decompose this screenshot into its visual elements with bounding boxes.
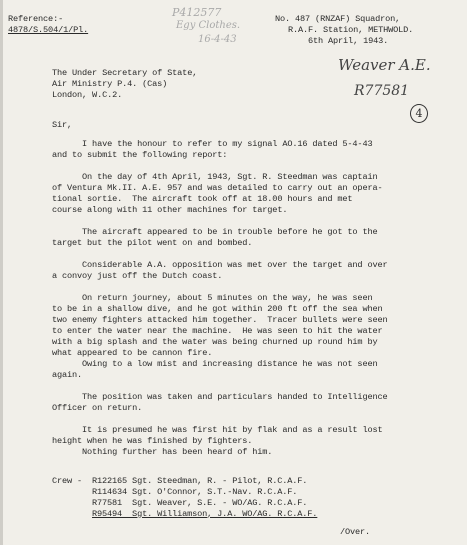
page-edge-shadow bbox=[0, 0, 3, 545]
body-line: with a big splash and the water was being churned up round him by bbox=[52, 337, 378, 347]
sender-date: 6th April, 1943. bbox=[308, 36, 389, 46]
body-line: The aircraft appeared to be in trouble before he got to the bbox=[52, 227, 378, 237]
stamp-line-1: Egy Clothes. bbox=[176, 20, 241, 31]
body-line: course along with 11 other machines for target. bbox=[52, 205, 288, 215]
body-line: Officer on return. bbox=[52, 403, 143, 413]
body-line: to be in a shallow dive, and he got within 200 ft off the sea when bbox=[52, 304, 383, 314]
body-line: On the day of 4th April, 1943, Sgt. R. Steedman was captain bbox=[52, 172, 378, 182]
crew-label: Crew - bbox=[52, 476, 83, 486]
body-line: again. bbox=[52, 370, 83, 380]
body-line: to enter the water near the machine. He was seen to hit the water bbox=[52, 326, 383, 336]
crew-row: R114634 Sgt. O'Connor, S.T.-Nav. R.C.A.F. bbox=[92, 487, 298, 497]
body-line: Considerable A.A. opposition was met over the target and over bbox=[52, 260, 388, 270]
body-line: what appeared to be cannon fire. bbox=[52, 348, 213, 358]
addressee-line-3: London, W.C.2. bbox=[52, 90, 123, 100]
over-note: /Over. bbox=[340, 527, 371, 537]
sender-unit: No. 487 (RNZAF) Squadron, bbox=[275, 14, 401, 24]
body-line: height when he was finished by fighters. bbox=[52, 436, 253, 446]
crew-row: R122165 Sgt. Steedman, R. - Pilot, R.C.A.F. bbox=[92, 476, 308, 486]
body-line: two enemy fighters attacked him together. Tracer bullets were seen bbox=[52, 315, 388, 325]
body-line: I have the honour to refer to my signal AO.16 dated 5-4-43 bbox=[52, 139, 373, 149]
body-line: a convoy just off the Dutch coast. bbox=[52, 271, 223, 281]
stamp-line-2: 16-4-43 bbox=[198, 34, 237, 45]
body-line: The position was taken and particulars handed to Intelligence bbox=[52, 392, 388, 402]
handwritten-service-number: R77581 bbox=[354, 83, 410, 99]
salutation: Sir, bbox=[52, 120, 73, 130]
stamp-file-number: P412577 bbox=[172, 6, 222, 19]
body-line: target but the pilot went on and bombed. bbox=[52, 238, 253, 248]
reference-number: 4878/S.504/1/Pl. bbox=[8, 25, 89, 35]
body-line: On return journey, about 5 minutes on the way, he was seen bbox=[52, 293, 373, 303]
body-line: of Ventura Mk.II. A.E. 957 and was detailed to carry out an opera- bbox=[52, 183, 383, 193]
body-line: Owing to a low mist and increasing distance he was not seen bbox=[52, 359, 378, 369]
reference-label: Reference:- bbox=[8, 14, 64, 24]
sender-station: R.A.F. Station, METHWOLD. bbox=[288, 25, 414, 35]
body-line: tional sortie. The aircraft took off at 18.00 hours and met bbox=[52, 194, 353, 204]
handwritten-name: Weaver A.E. bbox=[338, 56, 431, 74]
crew-row: R95494 Sgt. Williamson, J.A. WO/AG. R.C.A.F. bbox=[92, 509, 318, 519]
body-line: Nothing further has been heard of him. bbox=[52, 447, 273, 457]
addressee-line-1: The Under Secretary of State, bbox=[52, 68, 198, 78]
body-line: It is presumed he was first hit by flak and as a result lost bbox=[52, 425, 383, 435]
addressee-line-2: Air Ministry P.4. (Cas) bbox=[52, 79, 168, 89]
circled-number: 4 bbox=[410, 104, 428, 123]
crew-row: R77581 Sgt. Weaver, S.E. - WO/AG. R.C.A.F. bbox=[92, 498, 308, 508]
body-line: and to submit the following report: bbox=[52, 150, 228, 160]
